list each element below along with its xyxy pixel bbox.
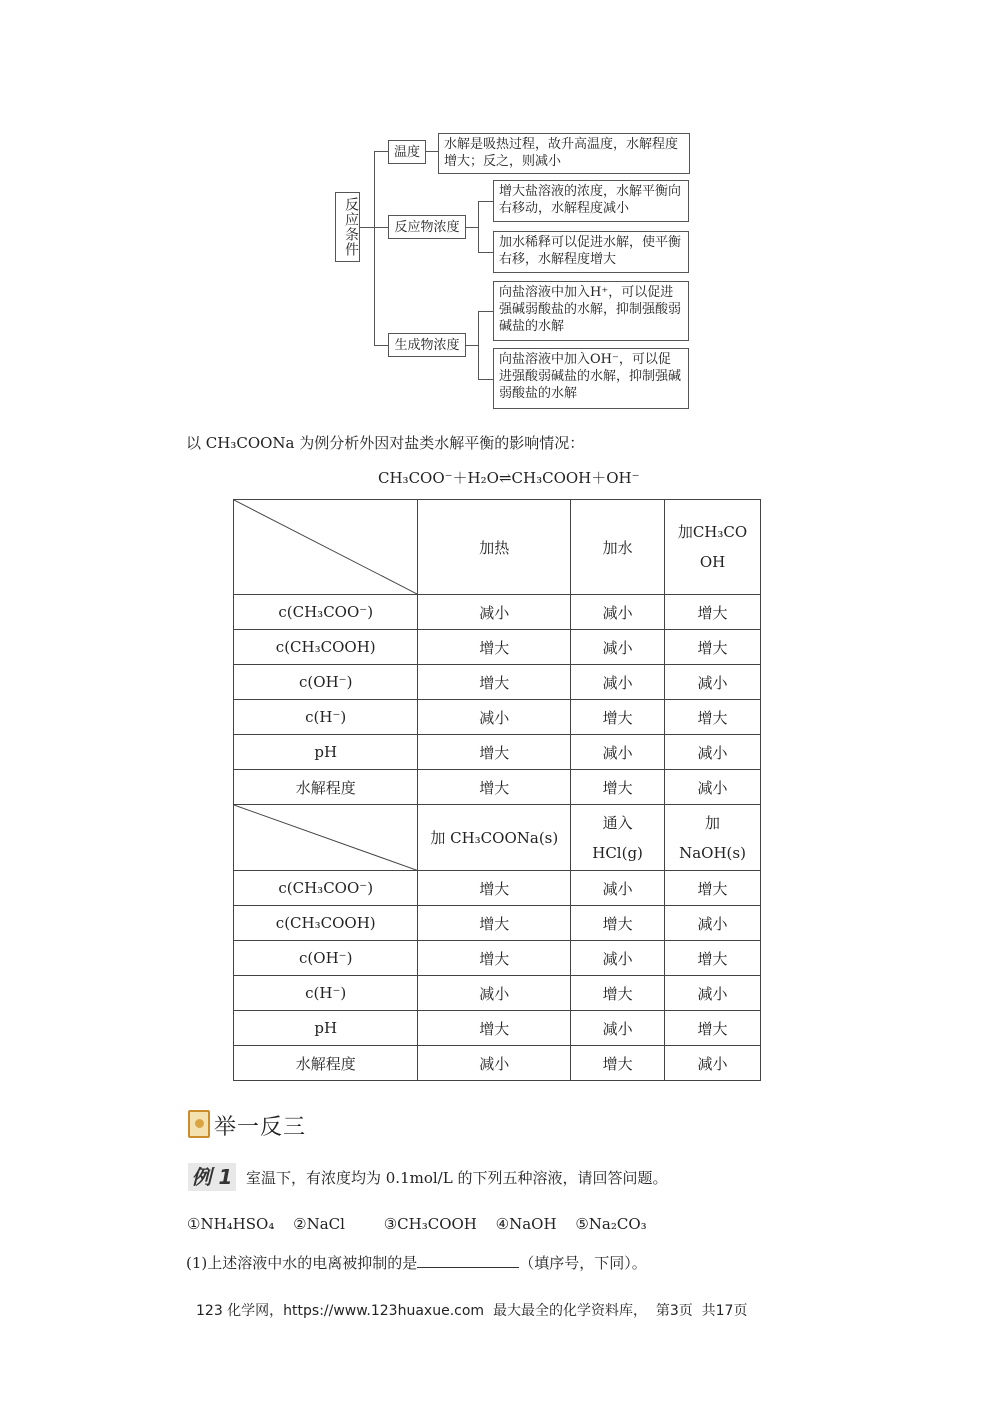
table-cell: 增大 <box>571 976 665 1011</box>
col-header: 加CH₃COOH <box>665 500 761 595</box>
row-label: c(H⁻) <box>234 700 418 735</box>
diagonal-header-cell <box>234 805 418 871</box>
table-cell: 增大 <box>418 770 571 805</box>
row-label: pH <box>234 1011 418 1046</box>
table-cell: 增大 <box>571 906 665 941</box>
row-label: 水解程度 <box>234 770 418 805</box>
table-row <box>234 665 761 700</box>
table-cell: 增大 <box>665 700 761 735</box>
row-label: c(OH⁻) <box>234 665 418 700</box>
table-row <box>234 906 761 941</box>
note-temperature: 水解是吸热过程，故升高温度，水解程度增大；反之，则减小 <box>438 133 690 174</box>
table-row <box>234 871 761 906</box>
table-cell: 增大 <box>418 665 571 700</box>
answer-blank[interactable] <box>417 1253 519 1268</box>
table-cell: 减小 <box>571 595 665 630</box>
col-header: 加水 <box>571 500 665 595</box>
section-title: 举一反三 <box>214 1115 307 1140</box>
table-cell: 减小 <box>665 770 761 805</box>
table-cell: 增大 <box>571 1046 665 1081</box>
table-cell: 增大 <box>665 1011 761 1046</box>
table-cell: 增大 <box>665 941 761 976</box>
table-cell: 减小 <box>665 906 761 941</box>
col-header: 加NaOH(s) <box>665 805 761 871</box>
table-cell: 减小 <box>418 700 571 735</box>
table-cell: 减小 <box>571 1011 665 1046</box>
col-header: 加热 <box>418 500 571 595</box>
col-header: 加 CH₃COONa(s) <box>418 805 571 871</box>
table-row <box>234 976 761 1011</box>
note-reactant-1: 增大盐溶液的浓度，水解平衡向右移动，水解程度减小 <box>493 180 689 222</box>
table-cell: 减小 <box>665 976 761 1011</box>
table-cell: 增大 <box>418 871 571 906</box>
question-1-suffix: （填序号，下同）。 <box>519 1254 647 1272</box>
question-1-prefix: (1)上述溶液中水的电离被抑制的是 <box>186 1254 418 1272</box>
table-row <box>234 1011 761 1046</box>
intro-text: 以 CH₃COONa 为例分析外因对盐类水解平衡的影响情况： <box>186 434 585 452</box>
table2-header-row <box>234 805 761 871</box>
diagonal-header-cell <box>234 500 418 595</box>
option-item: ⑤Na₂CO₃ <box>575 1215 647 1233</box>
table-cell: 减小 <box>571 665 665 700</box>
note-product-2: 向盐溶液中加入OH⁻，可以促进强酸弱碱盐的水解，抑制强碱弱酸盐的水解 <box>493 348 689 409</box>
table-cell: 增大 <box>665 871 761 906</box>
table-cell: 减小 <box>418 976 571 1011</box>
table-cell: 增大 <box>418 630 571 665</box>
table1-header-row <box>234 500 761 595</box>
table-cell: 增大 <box>418 735 571 770</box>
row-label: c(OH⁻) <box>234 941 418 976</box>
table-row <box>234 735 761 770</box>
diagram-root: 反应条件 <box>335 192 360 262</box>
branch-product-concentration: 生成物浓度 <box>388 333 466 357</box>
table-cell: 减小 <box>418 595 571 630</box>
row-label: 水解程度 <box>234 1046 418 1081</box>
table-cell: 减小 <box>571 941 665 976</box>
book-icon <box>188 1110 210 1138</box>
row-label: pH <box>234 735 418 770</box>
table-row <box>234 1046 761 1081</box>
table-cell: 减小 <box>571 735 665 770</box>
example-text: 室温下，有浓度均为 0.1mol/L 的下列五种溶液，请回答问题。 <box>246 1169 668 1187</box>
page-footer: 123 化学网，https://www.123huaxue.com 最大最全的化学资料库， 第3页 共17页 <box>196 1303 748 1319</box>
branch-reactant-concentration: 反应物浓度 <box>388 215 466 239</box>
option-item: ③CH₃COOH <box>383 1215 477 1233</box>
table-row <box>234 630 761 665</box>
question-1 <box>186 1252 647 1273</box>
table-row <box>234 770 761 805</box>
row-label: c(CH₃COOH) <box>234 630 418 665</box>
note-reactant-2: 加水稀释可以促进水解，使平衡右移，水解程度增大 <box>493 231 689 273</box>
table-row <box>234 941 761 976</box>
table-row <box>234 595 761 630</box>
option-item: ②NaCl <box>293 1215 345 1233</box>
col-header: 通入HCl(g) <box>571 805 665 871</box>
table-cell: 增大 <box>418 1011 571 1046</box>
table-cell: 减小 <box>665 665 761 700</box>
table-cell: 增大 <box>418 941 571 976</box>
table-cell: 减小 <box>665 735 761 770</box>
row-label: c(CH₃COOH) <box>234 906 418 941</box>
table-row <box>234 700 761 735</box>
table-cell: 增大 <box>665 595 761 630</box>
table-cell: 增大 <box>418 906 571 941</box>
note-product-1: 向盐溶液中加入H⁺，可以促进强碱弱酸盐的水解，抑制强酸弱碱盐的水解 <box>493 281 689 341</box>
option-item: ①NH₄HSO₄ <box>187 1215 275 1233</box>
hydrolysis-equation: CH₃COO⁻＋H₂O⇌CH₃COOH＋OH⁻ <box>378 469 640 487</box>
option-item: ④NaOH <box>495 1215 557 1233</box>
option-list <box>187 1215 647 1233</box>
table-cell: 减小 <box>571 630 665 665</box>
row-label: c(H⁻) <box>234 976 418 1011</box>
branch-temperature: 温度 <box>388 140 426 164</box>
example-badge: 例 1 <box>188 1163 236 1191</box>
table-cell: 增大 <box>571 700 665 735</box>
table-cell: 减小 <box>418 1046 571 1081</box>
table-cell: 减小 <box>665 1046 761 1081</box>
table-cell: 减小 <box>571 871 665 906</box>
influence-table <box>233 499 761 1081</box>
table-cell: 增大 <box>665 630 761 665</box>
table-cell: 增大 <box>571 770 665 805</box>
row-label: c(CH₃COO⁻) <box>234 871 418 906</box>
row-label: c(CH₃COO⁻) <box>234 595 418 630</box>
